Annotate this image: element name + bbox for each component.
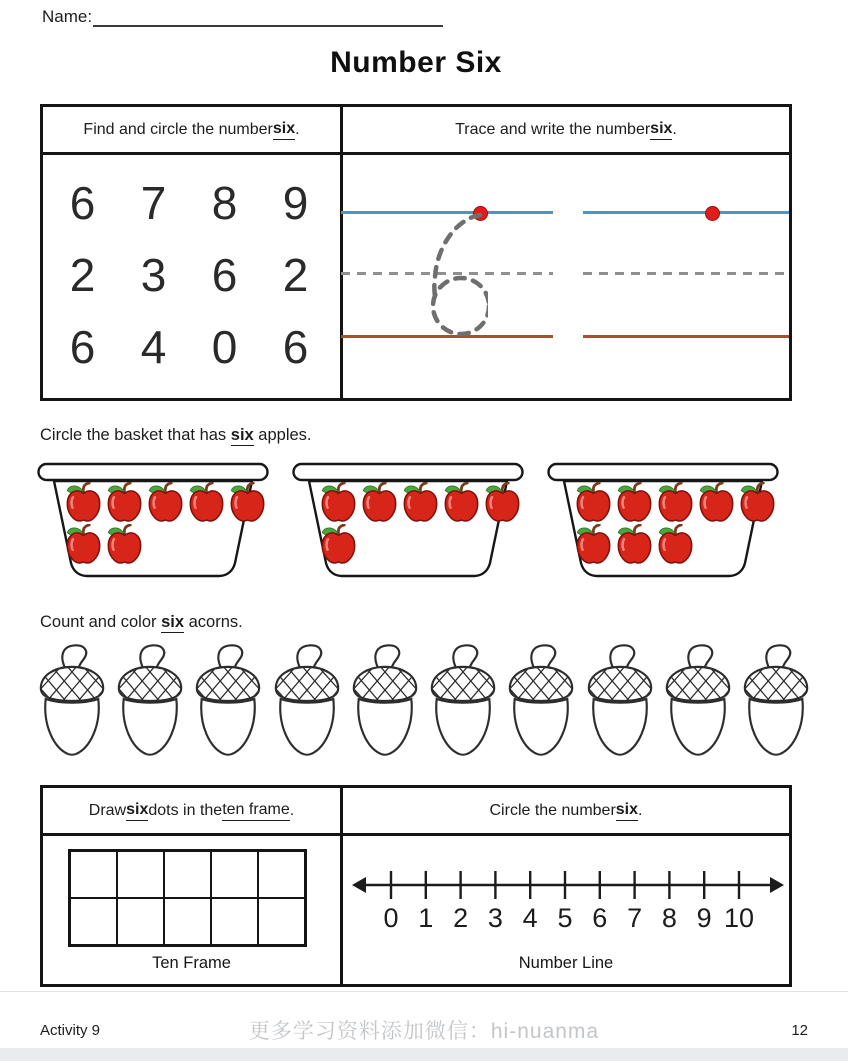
caption-text: Find and circle the number	[83, 120, 273, 138]
svg-text:5: 5	[557, 903, 573, 933]
svg-text:8: 8	[661, 903, 677, 933]
apple-icon	[361, 482, 398, 522]
svg-text:2: 2	[453, 903, 469, 933]
apple	[106, 482, 143, 527]
caption-text: Trace and write the number	[455, 120, 651, 138]
acorn-icon	[112, 642, 188, 758]
apple-icon	[657, 482, 694, 522]
grid-digit: 2	[282, 249, 309, 301]
acorn	[738, 642, 814, 763]
ten-frame-grid	[68, 849, 307, 947]
apple-icon	[616, 524, 653, 564]
name-blank-line	[93, 4, 443, 27]
page-edge-line	[0, 991, 848, 992]
caption-text: .	[295, 120, 300, 138]
apple-icon	[65, 482, 102, 522]
svg-text:6: 6	[592, 903, 608, 933]
apple-basket	[37, 462, 269, 584]
ten-frame-cell	[211, 898, 258, 945]
grid-digit: 8	[211, 177, 238, 229]
name-label: Name:	[42, 7, 93, 26]
ten-frame-cell	[70, 898, 117, 945]
acorn	[190, 642, 266, 763]
ten-frame-cell	[117, 851, 164, 898]
ten-frame-cell	[258, 898, 305, 945]
trace-write-caption	[343, 107, 789, 155]
caption-text: .	[289, 801, 295, 819]
apple	[65, 524, 102, 569]
svg-text:9: 9	[696, 903, 712, 933]
caption-text: dots in the	[148, 801, 223, 819]
acorn-icon	[582, 642, 658, 758]
bottom-activity-box	[40, 785, 792, 987]
caption-text: six	[161, 613, 185, 631]
apple-icon	[320, 482, 357, 522]
acorn-row	[34, 642, 814, 763]
caption-text: ten frame	[222, 801, 290, 821]
writing-base-line	[583, 335, 789, 338]
apple	[443, 482, 480, 527]
apple-icon	[106, 482, 143, 522]
caption-text: six	[616, 801, 638, 821]
page-bottom-strip	[0, 1048, 848, 1061]
apple-basket	[292, 462, 524, 584]
apple	[361, 482, 398, 527]
caption-text: .	[672, 120, 677, 138]
svg-text:1: 1	[418, 903, 434, 933]
acorn	[34, 642, 110, 763]
apple-icon	[402, 482, 439, 522]
baskets-caption	[40, 426, 312, 445]
writing-mid-dashed-line	[583, 272, 789, 275]
number-grid	[47, 167, 331, 383]
grid-digit: 3	[140, 249, 167, 301]
apple	[229, 482, 266, 527]
number-line-label: Number Line	[518, 954, 614, 972]
caption-text: apples.	[253, 426, 312, 444]
acorn-icon	[503, 642, 579, 758]
svg-text:7: 7	[627, 903, 643, 933]
apple-icon	[147, 482, 184, 522]
apple-icon	[188, 482, 225, 522]
apple	[616, 482, 653, 527]
caption-text: six	[126, 801, 148, 821]
apple-icon	[616, 482, 653, 522]
apple	[657, 524, 694, 569]
caption-text: six	[230, 426, 254, 444]
apple-icon	[575, 524, 612, 564]
acorn-icon	[738, 642, 814, 758]
acorns-caption	[40, 613, 243, 632]
apple	[147, 482, 184, 527]
acorn	[660, 642, 736, 763]
top-activity-box	[40, 104, 792, 401]
acorn-icon	[269, 642, 345, 758]
ten-frame-cell	[258, 851, 305, 898]
apple-icon	[575, 482, 612, 522]
caption-text: six	[273, 120, 295, 140]
acorn-icon	[425, 642, 501, 758]
grid-digit: 6	[69, 177, 96, 229]
apple-basket	[547, 462, 779, 584]
svg-text:4: 4	[522, 903, 538, 933]
apple	[575, 524, 612, 569]
apple	[65, 482, 102, 527]
caption-text: .	[638, 801, 643, 819]
caption-text: six	[650, 120, 672, 140]
ten-frame-cell	[164, 898, 211, 945]
ten-frame-caption	[43, 788, 340, 836]
apple	[484, 482, 521, 527]
svg-text:10: 10	[723, 903, 755, 933]
writing-top-line	[583, 211, 789, 214]
acorn	[269, 642, 345, 763]
grid-digit: 7	[140, 177, 167, 229]
page-number: 12	[791, 1022, 808, 1039]
grid-digit: 6	[211, 249, 238, 301]
acorn	[503, 642, 579, 763]
apple	[320, 524, 357, 569]
apple	[657, 482, 694, 527]
apple-icon	[698, 482, 735, 522]
apple-icon	[443, 482, 480, 522]
apple	[616, 524, 653, 569]
apple	[402, 482, 439, 527]
acorn	[112, 642, 188, 763]
acorn-icon	[347, 642, 423, 758]
apple-icon	[229, 482, 266, 522]
grid-digit: 2	[69, 249, 96, 301]
apple-icon	[65, 524, 102, 564]
svg-text:0: 0	[383, 903, 399, 933]
apple	[320, 482, 357, 527]
acorn	[347, 642, 423, 763]
writing-lines-segment-2	[583, 155, 789, 398]
acorn	[425, 642, 501, 763]
number-line	[350, 858, 786, 941]
grid-digit: 6	[69, 321, 96, 373]
acorn-icon	[34, 642, 110, 758]
apple	[739, 482, 776, 527]
apple-icon	[739, 482, 776, 522]
svg-text:3: 3	[487, 903, 503, 933]
number-line-caption	[343, 788, 789, 836]
watermark-text: 更多学习资料添加微信：hi-nuanma	[248, 1020, 600, 1043]
find-circle-caption	[43, 107, 340, 155]
ten-frame-label: Ten Frame	[152, 954, 231, 972]
apple	[575, 482, 612, 527]
acorn-icon	[190, 642, 266, 758]
activity-number: Activity 9	[40, 1022, 101, 1039]
caption-text: Draw	[88, 801, 127, 819]
grid-digit: 0	[211, 321, 238, 373]
ten-frame-cell	[117, 898, 164, 945]
apple-icon	[484, 482, 521, 522]
dashed-trace-digit-six	[418, 211, 488, 342]
caption-text: Circle the basket that has	[40, 426, 231, 444]
caption-text: Count and color	[40, 613, 162, 631]
grid-digit: 6	[282, 321, 309, 373]
apple-icon	[657, 524, 694, 564]
caption-text: Circle the number	[489, 801, 616, 819]
apple	[188, 482, 225, 527]
ten-frame-cell	[70, 851, 117, 898]
apple-icon	[320, 524, 357, 564]
apple	[106, 524, 143, 569]
page-title: Number Six	[330, 46, 502, 79]
apple	[698, 482, 735, 527]
start-dot-icon	[705, 206, 720, 221]
acorn	[582, 642, 658, 763]
ten-frame-cell	[164, 851, 211, 898]
ten-frame-cell	[211, 851, 258, 898]
acorn-icon	[660, 642, 736, 758]
caption-text: acorns.	[184, 613, 243, 631]
apple-icon	[106, 524, 143, 564]
grid-digit: 9	[282, 177, 309, 229]
grid-digit: 4	[140, 321, 167, 373]
